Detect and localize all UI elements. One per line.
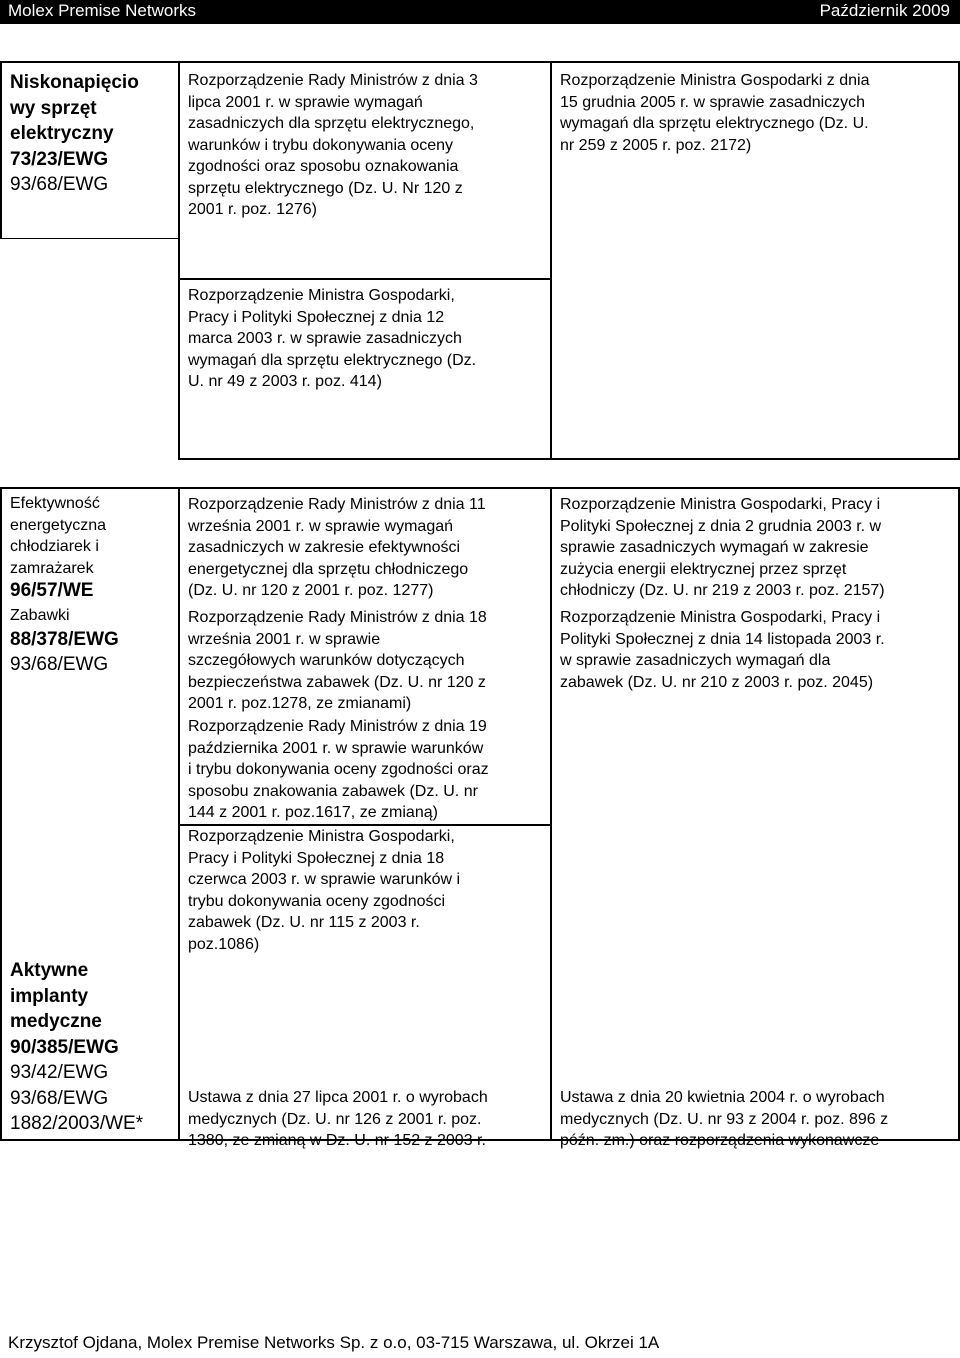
regulation-line: Rozporządzenie Ministra Gospodarki z dnia	[560, 72, 870, 89]
regulation-line: Rozporządzenie Rady Ministrów z dnia 3	[188, 72, 478, 89]
regulation-line: i trybu dokonywania oceny zgodności oraz	[188, 761, 489, 778]
regulation-line: chłodniczy (Dz. U. nr 219 z 2003 r. poz. 2157)	[560, 582, 885, 599]
regulation-line: marca 2003 r. w sprawie zasadniczych	[188, 330, 462, 347]
table1-top-border	[0, 61, 960, 63]
regulation-line: Rozporządzenie Ministra Gospodarki, Pracy i	[560, 496, 881, 513]
regulation-cell	[188, 70, 548, 221]
regulation-line: Rozporządzenie Rady Ministrów z dnia 18	[188, 609, 487, 626]
regulation-cell	[560, 70, 956, 156]
product-energy-cell	[10, 493, 175, 678]
regulation-line: października 2001 r. w sprawie warunków	[188, 739, 484, 757]
directive-code: 90/385/EWG	[10, 1036, 119, 1058]
regulation-cell	[188, 826, 548, 955]
regulation-line: Pracy i Polityki Społecznej z dnia 18	[188, 849, 445, 867]
regulation-line: czerwca 2003 r. w sprawie warunków i	[188, 871, 461, 888]
product-name-line: Zabawki	[10, 607, 70, 624]
table1-divider-1	[178, 61, 180, 459]
directive-code: 1882/2003/WE*	[10, 1113, 144, 1134]
regulation-line: warunków i trybu dokonywania oceny	[188, 136, 454, 154]
regulation-line: szczegółowych warunków dotyczących	[188, 652, 465, 669]
regulation-cell	[188, 494, 548, 602]
product-name-line: Niskonapięcio	[10, 72, 139, 93]
table2-divider-1	[178, 487, 180, 1141]
regulation-cell	[560, 607, 956, 693]
regulation-line: zużycia energii elektrycznej przez sprzęt	[560, 560, 847, 578]
regulation-line: sprzętu elektrycznego (Dz. U. Nr 120 z	[188, 179, 463, 197]
table2-top-border	[0, 487, 960, 489]
header-date: Październik 2009	[819, 1, 950, 20]
table1-divider-2	[550, 61, 552, 459]
product-name-line: elektryczny	[10, 123, 114, 144]
regulation-line: Polityki Społecznej z dnia 2 grudnia 2003 r. w	[560, 517, 882, 535]
product-implants-cell	[10, 958, 175, 1137]
regulation-line: nr 259 z 2005 r. poz. 2172)	[560, 136, 752, 154]
regulation-line: w sprawie zasadniczych wymagań dla	[560, 652, 831, 669]
regulation-line: (Dz. U. nr 120 z 2001 r. poz. 1277)	[188, 582, 434, 599]
product-name-line: Aktywne	[10, 960, 89, 981]
directive-code: 88/378/EWG	[10, 628, 119, 650]
regulation-line: Ustawa z dnia 20 kwietnia 2004 r. o wyrobach	[560, 1089, 885, 1106]
regulation-line: Polityki Społecznej z dnia 14 listopada 2003 r.	[560, 630, 885, 648]
regulation-line: 144 z 2001 r. poz.1617, ze zmianą)	[188, 804, 438, 821]
product-name-line: wy sprzęt	[10, 97, 97, 119]
regulation-cell-clipped	[560, 1087, 956, 1149]
regulation-line: sposobu znakowania zabawek (Dz. U. nr	[188, 782, 478, 800]
table1-left-bottom	[0, 238, 180, 239]
product-name-line: energetyczna	[10, 516, 107, 534]
directive-code: 93/68/EWG	[10, 654, 109, 675]
product-name-line: implanty	[10, 985, 89, 1007]
table1-bottom-border	[178, 458, 960, 460]
regulation-cell	[188, 285, 548, 393]
regulation-line: późn. zm.) oraz rozporządzenia wykonawcze	[560, 1132, 880, 1149]
regulation-line: medycznych (Dz. U. nr 93 z 2004 r. poz. 896 z	[560, 1110, 889, 1128]
product-lv-cell	[10, 70, 175, 198]
regulation-line: zasadniczych w zakresie efektywności	[188, 539, 461, 556]
product-name-line: chłodziarek i	[10, 538, 99, 555]
regulation-line: zabawek (Dz. U. nr 210 z 2003 r. poz. 2045)	[560, 673, 874, 691]
regulation-line: września 2001 r. w sprawie wymagań	[188, 517, 454, 535]
regulation-line: Rozporządzenie Ministra Gospodarki,	[188, 828, 455, 845]
product-name-line: zamrażarek	[10, 559, 94, 577]
regulation-line: medycznych (Dz. U. nr 126 z 2001 r. poz.	[188, 1110, 482, 1128]
table1-inner-line	[178, 278, 552, 280]
directive-code: 73/23/EWG	[10, 148, 109, 170]
directive-code: 93/42/EWG	[10, 1062, 109, 1083]
header-company: Molex Premise Networks	[8, 1, 196, 20]
regulation-line: wymagań dla sprzętu elektrycznego (Dz.	[188, 351, 477, 369]
regulation-cell-clipped	[188, 1087, 548, 1149]
regulation-line: U. nr 49 z 2003 r. poz. 414)	[188, 373, 382, 390]
regulation-line: bezpieczeństwa zabawek (Dz. U. nr 120 z	[188, 673, 486, 691]
regulation-line: 1380, ze zmianą w Dz. U. nr 152 z 2003 r.	[188, 1132, 486, 1149]
regulation-line: września 2001 r. w sprawie	[188, 630, 381, 648]
page-footer: Krzysztof Ojdana, Molex Premise Networks Sp. z o.o, 03-715 Warszawa, ul. Okrzei 1A	[8, 1333, 660, 1352]
regulation-line: energetycznej dla sprzętu chłodniczego	[188, 560, 469, 578]
page-header	[0, 0, 960, 24]
regulation-line: poz.1086)	[188, 935, 260, 953]
regulation-line: wymagań dla sprzętu elektrycznego (Dz. U.	[560, 115, 869, 132]
regulation-line: zgodności oraz sposobu oznakowania	[188, 158, 459, 175]
regulation-line: 2001 r. poz.1278, ze zmianami)	[188, 695, 412, 712]
regulation-line: sprawie zasadniczych wymagań w zakresie	[560, 539, 869, 556]
regulation-line: Rozporządzenie Rady Ministrów z dnia 11	[188, 496, 486, 513]
regulation-line: Rozporządzenie Ministra Gospodarki, Pracy i	[560, 609, 881, 626]
directive-code: 96/57/WE	[10, 580, 94, 601]
regulation-line: trybu dokonywania oceny zgodności	[188, 892, 446, 910]
table2-left-border	[0, 487, 2, 1141]
regulation-line: Rozporządzenie Rady Ministrów z dnia 19	[188, 718, 487, 735]
regulation-cell	[188, 716, 548, 824]
table1-left-border	[0, 61, 2, 239]
regulation-line: zabawek (Dz. U. nr 115 z 2003 r.	[188, 914, 420, 931]
regulation-line: Pracy i Polityki Społecznej z dnia 12	[188, 308, 445, 326]
product-name-line: Efektywność	[10, 495, 100, 512]
table2-divider-2	[550, 487, 552, 1141]
regulation-line: 2001 r. poz. 1276)	[188, 201, 317, 218]
regulation-cell	[188, 607, 548, 715]
regulation-line: lipca 2001 r. w sprawie wymagań	[188, 93, 423, 111]
product-name-line: medyczne	[10, 1011, 102, 1032]
regulation-line: 15 grudnia 2005 r. w sprawie zasadniczych	[560, 93, 866, 111]
regulation-line: zasadniczych dla sprzętu elektrycznego,	[188, 115, 475, 132]
regulation-line: Ustawa z dnia 27 lipca 2001 r. o wyrobach	[188, 1089, 488, 1106]
regulation-cell	[560, 494, 956, 602]
directive-code: 93/68/EWG	[10, 1087, 109, 1109]
regulation-line: Rozporządzenie Ministra Gospodarki,	[188, 287, 455, 304]
directive-code: 93/68/EWG	[10, 174, 109, 195]
